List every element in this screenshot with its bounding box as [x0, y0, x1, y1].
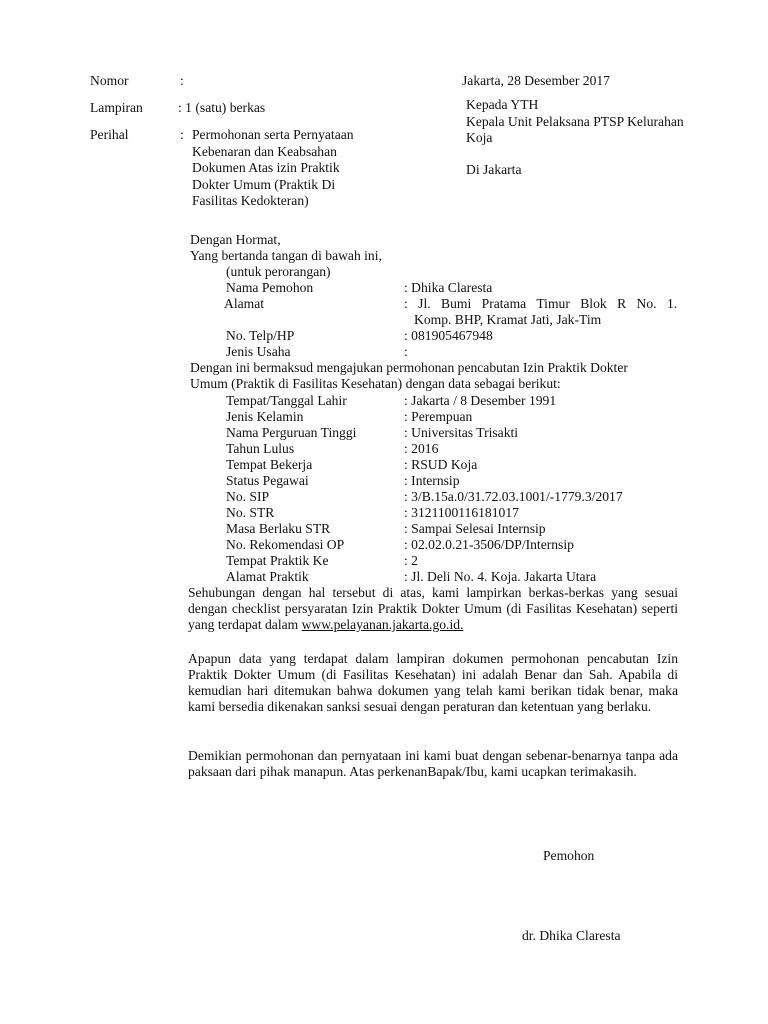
- applicant-row-name: [0, 280, 768, 296]
- website-link[interactable]: www.pelayanan.jakarta.go.id.: [301, 617, 464, 632]
- field-label: Tempat Praktik Ke: [226, 553, 329, 568]
- intro-line: Yang bertanda tangan di bawah ini,: [190, 248, 382, 263]
- recipient-line: Koja: [466, 130, 493, 145]
- field-value: :: [404, 344, 408, 359]
- field-label: Tempat/Tanggal Lahir: [226, 393, 347, 408]
- field-label: Jenis Kelamin: [226, 409, 304, 424]
- field-value: [404, 296, 678, 312]
- request-line: Dengan ini bermaksud mengajukan permohonan pencabutan Izin Praktik Dokter: [190, 360, 628, 375]
- field-label: Alamat Praktik: [226, 569, 309, 584]
- address-line-2: Komp. BHP, Kramat Jati, Jak-Tim: [414, 312, 602, 327]
- perihal-label: Perihal: [90, 127, 129, 142]
- field-label: No. Rekomendasi OP: [226, 537, 345, 552]
- field-label: Nama Perguruan Tinggi: [226, 425, 357, 440]
- applicant-row-business: [0, 344, 768, 360]
- field-label: No. STR: [226, 505, 275, 520]
- applicant-row-phone: [0, 328, 768, 344]
- field-value: : 02.02.0.21-3506/DP/Internsip: [404, 537, 574, 552]
- nomor-label: Nomor: [90, 73, 129, 88]
- applicant-type: (untuk perorangan): [226, 264, 331, 279]
- truth-paragraph: Apapun data yang terdapat dalam lampiran dokumen permohonan pencabutan Izin Praktik Dokter Umum (di Fasilitas Kesehatan) ini adalah Benar dan Sah. Apabila di kemudian hari ditemukan bahwa dokumen yang telah kami berikan tidak benar, maka kami bersedia dikenakan sanksi sesuai dengan peraturan dan ketentuan yang berlaku.: [188, 651, 678, 714]
- detail-row: [0, 537, 768, 553]
- request-line: Umum (Praktik di Fasilitas Kesehatan) dengan data sebagai berikut:: [190, 376, 561, 391]
- field-value: : 2016: [404, 441, 439, 456]
- perihal-subject: [192, 127, 354, 210]
- field-label: Nama Pemohon: [226, 280, 314, 295]
- recipient-city: Di Jakarta: [466, 162, 522, 177]
- address-line-1: : Jl. Bumi Pratama Timur Blok R No. 1.: [404, 296, 678, 311]
- detail-row: [0, 489, 768, 505]
- detail-row: [0, 441, 768, 457]
- detail-row: [0, 393, 768, 409]
- detail-row: [0, 425, 768, 441]
- field-value: : RSUD Koja: [404, 457, 478, 472]
- field-value: : Internsip: [404, 473, 460, 488]
- detail-row: [0, 473, 768, 489]
- detail-row: [0, 505, 768, 521]
- nomor-colon: :: [180, 73, 184, 88]
- salutation: Dengan Hormat,: [190, 232, 281, 247]
- field-label: Status Pegawai: [226, 473, 309, 488]
- recipient-block: [466, 97, 684, 147]
- attachments-text: Sehubungan dengan hal tersebut di atas, kami lampirkan berkas-berkas yang sesuai dengan checklist persyaratan Izin Praktik Dokter Umum (di Fasilitas Kesehatan) seperti yang terdapat dalam: [188, 585, 678, 632]
- field-label: Masa Berlaku STR: [226, 521, 331, 536]
- field-value: : Jakarta / 8 Desember 1991: [404, 393, 557, 408]
- place-date: Jakarta, 28 Desember 2017: [462, 73, 610, 88]
- field-label: No. Telp/HP: [226, 328, 295, 343]
- closing-paragraph: Demikian permohonan dan pernyataan ini kami buat dengan sebenar-benarnya tanpa ada paksaan dari pihak manapun. Atas perkenanBapak/Ibu, kami ucapkan terimakasih.: [188, 748, 678, 779]
- field-value: : Jl. Deli No. 4. Koja. Jakarta Utara: [404, 569, 597, 584]
- detail-row: [0, 409, 768, 425]
- recipient-line: Kepada YTH: [466, 97, 539, 112]
- request-paragraph: [190, 360, 628, 392]
- recipient-line: Kepala Unit Pelaksana PTSP Kelurahan: [466, 113, 684, 129]
- perihal-line: Permohonan serta Pernyataan: [192, 127, 354, 142]
- field-label: Tempat Bekerja: [226, 457, 313, 472]
- signature-name: dr. Dhika Claresta: [522, 928, 621, 943]
- field-label: Jenis Usaha: [226, 344, 291, 359]
- field-label: Alamat: [224, 296, 265, 311]
- field-value: : 081905467948: [404, 328, 493, 343]
- perihal-line: Dokumen Atas izin Praktik: [192, 160, 340, 175]
- detail-row: [0, 569, 768, 585]
- perihal-line: Fasilitas Kedokteran): [192, 193, 309, 208]
- lampiran-label: Lampiran: [90, 100, 143, 115]
- detail-row: [0, 457, 768, 473]
- perihal-colon: :: [180, 127, 184, 142]
- field-value: : 3/B.15a.0/31.72.03.1001/-1779.3/2017: [404, 489, 623, 504]
- field-value: : 2: [404, 553, 418, 568]
- field-value: : Sampai Selesai Internsip: [404, 521, 546, 536]
- field-value: : Dhika Claresta: [404, 280, 493, 295]
- detail-row: [0, 553, 768, 569]
- signature-role: Pemohon: [543, 848, 595, 863]
- perihal-line: Kebenaran dan Keabsahan: [192, 143, 337, 159]
- applicant-row-address: [0, 296, 768, 312]
- lampiran-value: : 1 (satu) berkas: [178, 100, 266, 115]
- field-value: : Universitas Trisakti: [404, 425, 519, 440]
- field-value: : Perempuan: [404, 409, 473, 424]
- field-value: : 3121100116181017: [404, 505, 519, 520]
- field-label: No. SIP: [226, 489, 270, 504]
- field-label: Tahun Lulus: [226, 441, 295, 456]
- detail-row: [0, 521, 768, 537]
- perihal-line: Dokter Umum (Praktik Di: [192, 176, 336, 192]
- attachments-paragraph: [188, 585, 678, 633]
